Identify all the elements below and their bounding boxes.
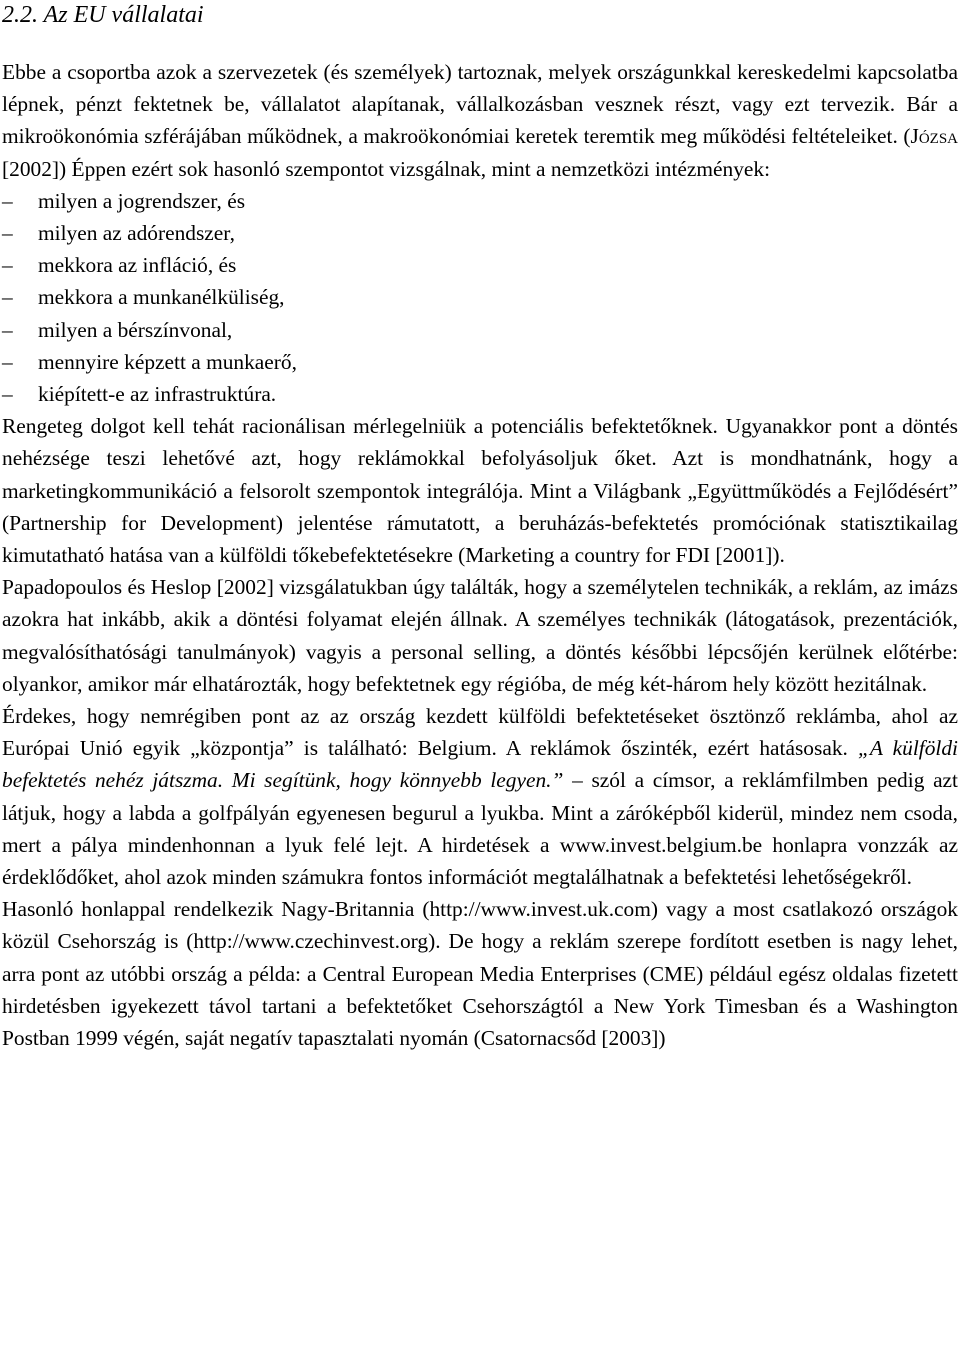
list-item <box>2 185 958 217</box>
list-item-text: kiépített-e az infrastruktúra. <box>38 382 277 407</box>
dash-bullet: – <box>2 349 13 374</box>
dash-bullet: – <box>2 188 13 213</box>
dash-bullet: – <box>2 285 13 310</box>
list-item <box>2 217 958 249</box>
dash-bullet: – <box>2 382 13 407</box>
paragraph-similar-websites: Hasonló honlappal rendelkezik Nagy-Britannia (http://www.invest.uk.com) vagy a most csatlakozó országok közül Csehország is (http://www.czechinvest.org). De hogy a reklám szerepe fordított esetben is nagy lehet, arra pont az utóbbi ország a példa: a Central European Media Enterprises (CME) például egész oldalas fizetett hirdetésben igyekezett távol tartani a befektetőket Csehországtól a New York Timesban és a Washington Postban 1999 végén, saját negatív tapasztalati nyomán (Csatornacsőd [2003]) <box>2 897 958 1051</box>
belgium-text: Érdekes, hogy nemrégiben pont az az ország kezdett külföldi befektetéseket ösztönző reklámba, ahol az Európai Unió egyik „központja” is található: Belgium. A reklámok őszinték, ezért hatásosak. <box>2 704 958 761</box>
intro-text: Ebbe a csoportba azok a szervezetek (és személyek) tartoznak, melyek országunkkal kereskedelmi kapcsolatba lépnek, pénzt fektetnek be, vállalatot alapítanak, vállalkozásban vesznek részt, vagy ezt tervezik. Bár a mikroökonómia szférájában működnek, a makroökonómiai keretek teremtik meg működési feltételeiket. ( <box>2 60 958 149</box>
paragraph-decision-weighing: Rengeteg dolgot kell tehát racionálisan mérlegelniük a potenciális befektetőknek. Ugyanakkor pont a döntés nehézsége teszi lehetővé azt, hogy reklámokkal befolyásoljuk őket. Azt is mondhatnánk, hogy a marketingkommunikáció a felsorolt szempontok integrálója. Mint a Világbank „Együttműködés a Fejlődésért” (Partnership for Development) jelentése rámutatott, a beruházás-befektetés promóciónak statisztikailag kimutatható hatása van a külföldi tőkebefektetésekre (Marketing a country for FDI [2001]). <box>2 414 958 568</box>
list-item <box>2 314 958 346</box>
list-item <box>2 249 958 281</box>
list-item-text: milyen az adórendszer, <box>38 221 235 246</box>
list-item-text: milyen a bérszínvonal, <box>38 317 233 342</box>
dash-bullet: – <box>2 221 13 246</box>
citation-author-rest: ózsa <box>918 124 958 149</box>
paragraph-papadopoulos: Papadopoulos és Heslop [2002] vizsgálatukban úgy találták, hogy a személytelen technikák, a reklám, az imázs azokra hat inkább, akik a döntési folyamat elején állnak. A személyes technikák (látogatások, prezentációk, megvalósíthatósági tanulmányok) vagyis a personal selling, a döntés későbbi lépcsőjén kerülnek előtérbe: olyankor, amikor már elhatározták, hogy befektetnek egy régióba, de még két-három hely között hezitálnak. <box>2 575 958 696</box>
list-item-text: mennyire képzett a munkaerő, <box>38 349 297 374</box>
list-item <box>2 281 958 313</box>
list-item-text: mekkora a munkanélküliség, <box>38 285 285 310</box>
list-item-text: milyen a jogrendszer, és <box>38 188 246 213</box>
intro-paragraph <box>2 56 958 185</box>
dash-bullet: – <box>2 317 13 342</box>
list-item <box>2 378 958 410</box>
paragraph-belgium <box>2 700 958 893</box>
citation-author-initial: J <box>910 124 919 149</box>
section-title: 2.2. Az EU vállalatai <box>2 2 204 28</box>
list-item <box>2 346 958 378</box>
belgium-text-continued: – szól a címsor, a reklámfilmben pedig azt látjuk, hogy a labda a golfpályán egyenesen begurul a lyukba. Mint a záróképből kiderül, mindez nem csoda, mert a pálya mindenhonnan a lyuk felé lejt. A hirdetések a www.invest.belgium.be honlapra vonzzák az érdeklődőket, ahol azok minden számukra fontos információt megtalálhatnak a befektetési lehetőségekről. <box>2 768 958 890</box>
dash-bullet: – <box>2 253 13 278</box>
intro-text-continued: [2002]) Éppen ezért sok hasonló szempontot vizsgálnak, mint a nemzetközi intézmények: <box>2 156 771 181</box>
criteria-list <box>2 185 958 410</box>
belgium-quote: „A külföldi befektetés nehéz játszma. Mi segítünk, hogy könnyebb legyen.” <box>2 736 958 793</box>
list-item-text: mekkora az infláció, és <box>38 253 237 278</box>
